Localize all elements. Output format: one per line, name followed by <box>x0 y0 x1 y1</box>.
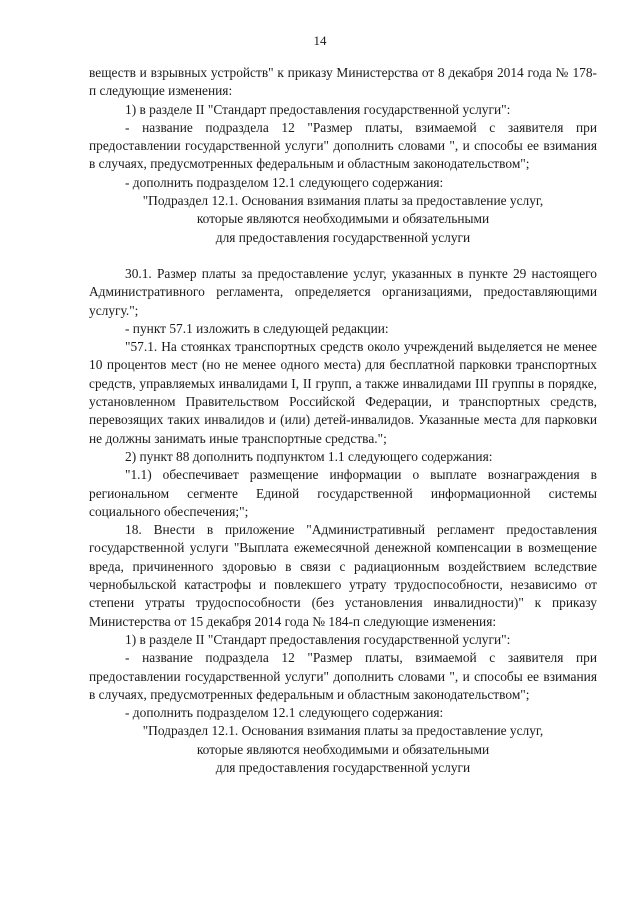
paragraph: - название подраздела 12 "Размер платы, взимаемой с заявителя при предоставлении государственной услуги" дополнить словами ", и способы ее взимания в случаях, предусмотренных федеральным и областным законодательством"; <box>89 650 597 702</box>
page-number: 14 <box>313 33 327 48</box>
paragraph: "1.1) обеспечивает размещение информации о выплате вознаграждения в региональном сегменте Единой государственной информационной системы социального обеспечения;"; <box>89 467 597 519</box>
paragraph: "57.1. На стоянках транспортных средств около учреждений выделяется не менее 10 процентов мест (но не менее одного места) для бесплатной парковки транспортных средств, управляемых инвалидами I, II групп, а также инвалидами III группы в порядке, установленном Правительством Российской Федерации, и транспортных средств, перевозящих таких инвалидов и (или) детей-инвалидов. Указанные места для парковки не должны занимать иные транспортные средства."; <box>89 339 597 446</box>
paragraph: 30.1. Размер платы за предоставление услуг, указанных в пункте 29 настоящего Административного регламента, определяется организациями, предоставляющими услугу."; <box>89 265 597 318</box>
section-heading-line: для предоставления государственной услуги <box>215 229 471 245</box>
section-heading-line: для предоставления государственной услуги <box>215 759 471 775</box>
paragraph-gap <box>89 247 597 265</box>
section-heading-line: "Подраздел 12.1. Основания взимания платы за предоставление услуг, <box>142 193 544 209</box>
paragraph: 1) в разделе II "Стандарт предоставления государственной услуги": <box>125 101 511 117</box>
paragraph: 1) в разделе II "Стандарт предоставления государственной услуги": <box>125 631 511 647</box>
paragraph: - дополнить подразделом 12.1 следующего содержания: <box>125 705 444 721</box>
paragraph: 18. Внести в приложение "Административный регламент предоставления государственной услуги "Выплата ежемесячной денежной компенсации в возмещение вреда, причиненного здоровью в связи с радиационным воздействием вследствие чернобыльской катастрофы и повлекшего утрату трудоспособности, независимо от степени утраты трудоспособности (без установления инвалидности)" к приказу Министерства от 15 декабря 2014 года № 184-п следующие изменения: <box>89 522 597 629</box>
section-heading-line: "Подраздел 12.1. Основания взимания платы за предоставление услуг, <box>142 723 544 739</box>
section-heading-line: которые являются необходимыми и обязательными <box>196 211 490 227</box>
document-body <box>89 64 597 777</box>
paragraph: - дополнить подразделом 12.1 следующего содержания: <box>125 174 444 190</box>
paragraph: - название подраздела 12 "Размер платы, взимаемой с заявителя при предоставлении государственной услуги" дополнить словами ", и способы ее взимания в случаях, предусмотренных федеральным и областным законодательством"; <box>89 119 597 172</box>
paragraph: веществ и взрывных устройств" к приказу Министерства от 8 декабря 2014 года № 178-п следующие изменения: <box>89 65 597 99</box>
section-heading-line: которые являются необходимыми и обязательными <box>196 741 490 757</box>
paragraph: 2) пункт 88 дополнить подпунктом 1.1 следующего содержания: <box>125 448 493 464</box>
paragraph: - пункт 57.1 изложить в следующей редакции: <box>125 320 389 336</box>
